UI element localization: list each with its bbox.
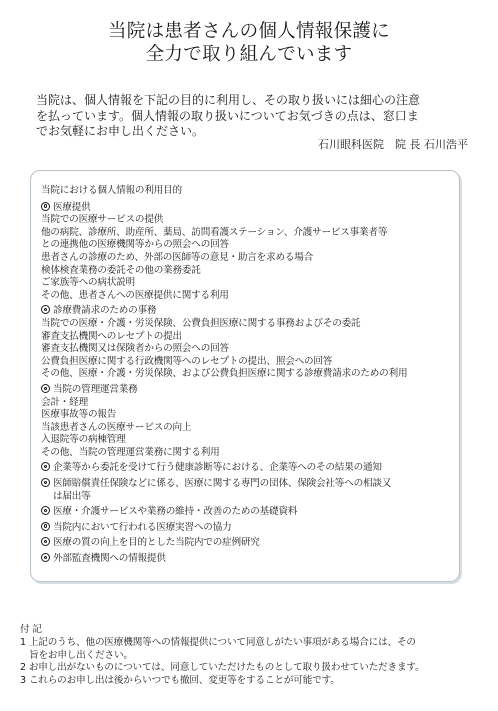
- double-circle-icon: [41, 478, 50, 487]
- section-heading: 企業等から委託を受けて行う健康診断等における、企業等へのその結果の通知: [41, 462, 453, 475]
- list-item: 公費負担医療に関する行政機関等へのレセプトの提出、照会への回答: [41, 355, 333, 367]
- intro-paragraph: [36, 93, 466, 140]
- section-heading-continued: は届出等: [53, 490, 91, 502]
- section-heading: 医療提供: [41, 202, 453, 215]
- section-heading: 医療の質の向上を目的とした当院内での症例研究: [41, 537, 453, 550]
- purpose-section-audit: [41, 553, 453, 566]
- intro-line-2: を払っています。個人情報の取り扱いについてお気づきの点は、窓口ま: [36, 108, 419, 123]
- double-circle-icon: [41, 506, 50, 515]
- note-item-3: 3 これらのお申し出は後からいつでも撤回、変更等をすることが可能です。: [20, 674, 340, 686]
- purpose-section-health-checkup: [41, 462, 453, 475]
- double-circle-icon: [41, 522, 50, 531]
- note-item-1-continued: 旨をお申し出ください。: [29, 649, 133, 661]
- notes-section: [20, 624, 490, 687]
- note-item-1: 1 上記のうち、他の医療機関等への情報提供について同意しがたい事項がある場合には、その: [20, 637, 416, 649]
- purpose-section-training: [41, 522, 453, 535]
- double-circle-icon: [41, 305, 50, 314]
- list-item: 入退院等の病棟管理: [41, 434, 126, 446]
- list-item: その他、医療・介護・労災保険、および公費負担医療に関する診療費請求のための利用: [41, 368, 408, 380]
- list-item: 患者さんの診療のため、外部の医師等の意見・助言を求める場合: [41, 251, 314, 263]
- double-circle-icon: [41, 537, 50, 546]
- list-item: 会計・経理: [41, 396, 88, 408]
- list-item: 他の病院、診療所、助産所、薬局、訪問看護ステーション、介護サービス事業者等: [41, 226, 388, 238]
- note-item-2: 2 お申し出がないものについては、同意していただけたものとして取り扱わせていただきます。: [20, 662, 425, 674]
- section-heading: 医師賠償責任保険などに係る、医療に関する専門の団体、保険会社等への相談又: [41, 478, 453, 491]
- double-circle-icon: [41, 384, 50, 393]
- page-title-line-2: 全力で取り組んでいます: [145, 44, 353, 65]
- list-item: ご家族等への病状説明: [41, 277, 135, 289]
- list-item: 医療事故等の報告: [41, 409, 117, 421]
- section-heading: 医療・介護サービスや業務の維持・改善のための基礎資料: [41, 506, 453, 519]
- list-item: 当院での医療サービスの提供: [41, 214, 164, 226]
- signature: 石川眼科医院 院 長 石川浩平: [318, 138, 468, 151]
- intro-line-3: でお気軽にお申し出ください。: [36, 124, 205, 138]
- section-heading: 診療費請求のための事務: [41, 305, 453, 318]
- list-item: 当院での医療・介護・労災保険、公費負担医療に関する事務およびその委託: [41, 317, 361, 329]
- section-heading: 当院内において行われる医療実習への協力: [41, 522, 453, 535]
- section-heading: 当院の管理運営業務: [41, 384, 453, 397]
- purpose-box: [30, 170, 460, 582]
- list-item: その他、患者さんへの医療提供に関する利用: [41, 289, 229, 301]
- list-item: との連携他の医療機関等からの照会への回答: [41, 239, 229, 251]
- list-item: 検体検査業務の委託その他の業務委託: [41, 264, 201, 276]
- list-item: 審査支払機関へのレセプトの提出: [41, 330, 182, 342]
- purpose-section-case-study: [41, 537, 453, 550]
- purpose-section-billing: [41, 305, 453, 381]
- page-title-line-1: 当院は患者さんの個人情報保護に: [107, 21, 390, 42]
- list-item: その他、当院の管理運営業務に関する利用: [41, 446, 220, 458]
- purpose-section-medical-care: [41, 202, 453, 303]
- notes-title: 付 記: [20, 624, 42, 635]
- list-item: 審査支払機関又は保険者からの照会への回答: [41, 343, 229, 355]
- double-circle-icon: [41, 462, 50, 471]
- list-item: 当該患者さんの医療サービスの向上: [41, 421, 192, 433]
- purpose-box-content: [41, 185, 453, 567]
- purpose-section-basic-data: [41, 506, 453, 519]
- double-circle-icon: [41, 553, 50, 562]
- page-title: [0, 20, 498, 66]
- double-circle-icon: [41, 202, 50, 211]
- purpose-section-management: [41, 384, 453, 460]
- purpose-box-title: 当院における個人情報の利用目的: [41, 185, 182, 196]
- section-heading: 外部監査機関への情報提供: [41, 553, 453, 566]
- intro-line-1: 当院は、個人情報を下記の目的に利用し、その取り扱いには細心の注意: [36, 93, 421, 107]
- purpose-section-insurance: [41, 478, 453, 503]
